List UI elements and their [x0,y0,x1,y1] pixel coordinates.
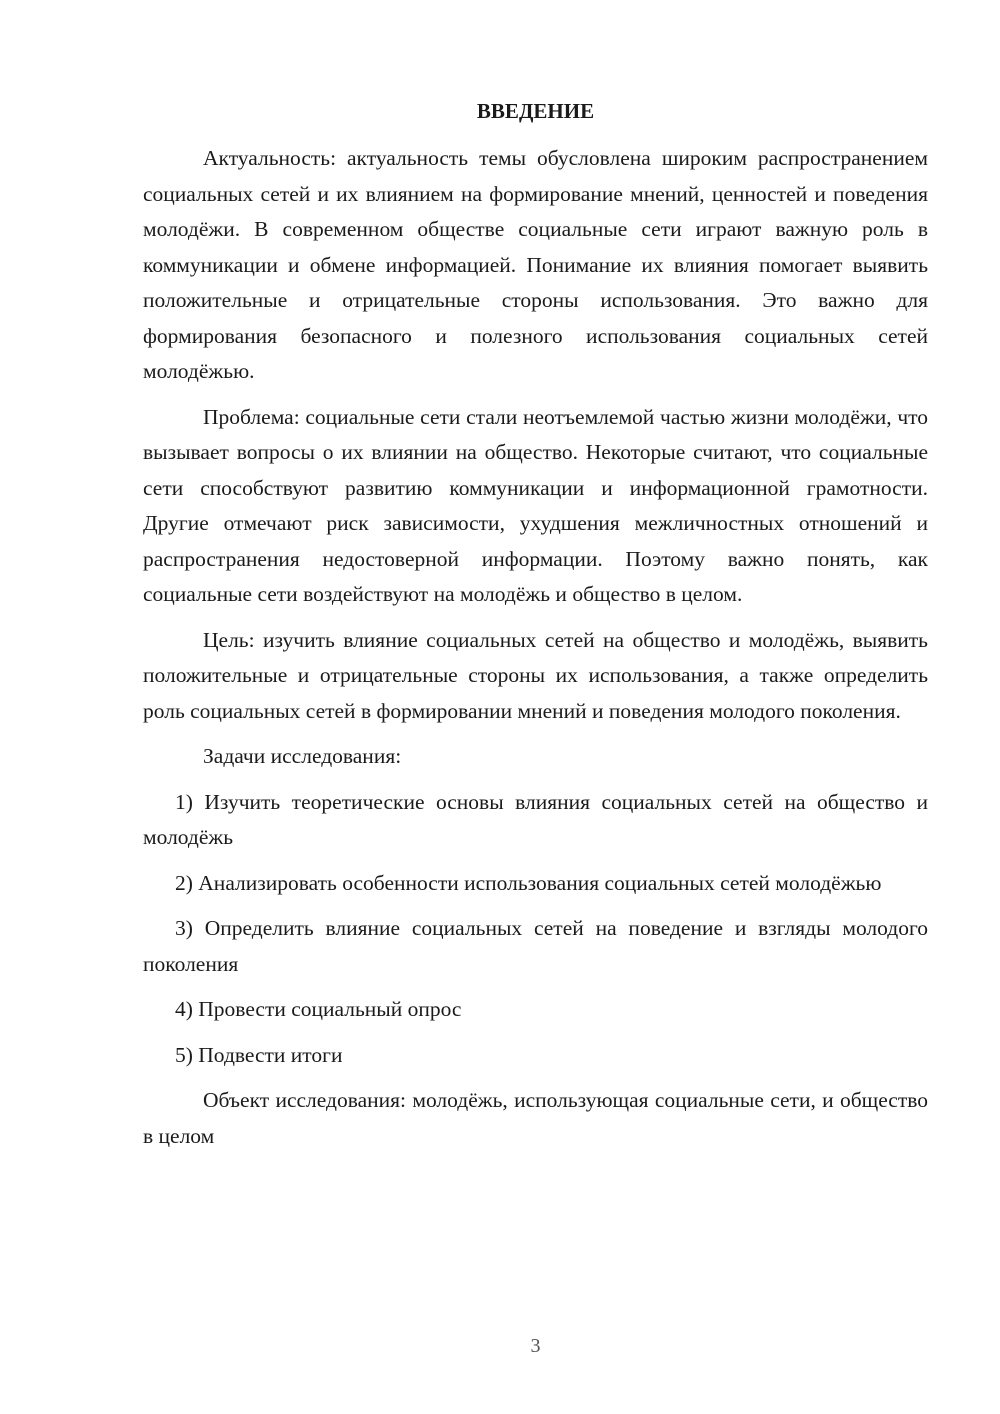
page-number: 3 [530,1335,541,1357]
task-item-2: 2) Анализировать особенности использования социальных сетей молодёжью [175,870,882,895]
page-title: ВВЕДЕНИЕ [476,99,595,123]
tasks-heading: Задачи исследования: [203,744,402,768]
document-body [143,141,928,1154]
document-page [143,0,928,1414]
task-item-1: 1) Изучить теоретические основы влияния социальных сетей на общество и молодёжь [143,789,928,849]
paragraph-relevance: Актуальность: актуальность темы обусловлена широким распространением социальных сетей и их влиянием на формирование мнений, ценностей и поведения молодёжи. В современном обществе социальные сети играют важную роль в коммуникации и обмене информацией. Понимание их влияния помогает выявить положительные и отрицательные стороны использования. Это важно для формирования безопасного и полезного использования социальных сетей молодёжью. [143,146,928,383]
paragraph-object: Объект исследования: молодёжь, использующая социальные сети, и общество в целом [143,1088,928,1148]
task-item-5: 5) Подвести итоги [175,1042,343,1067]
paragraph-goal: Цель: изучить влияние социальных сетей на общество и молодёжь, выявить положительные и отрицательные стороны их использования, а также определить роль социальных сетей в формировании мнений и поведения молодого поколения. [143,627,928,723]
task-item-3: 3) Определить влияние социальных сетей на поведение и взгляды молодого поколения [143,916,928,976]
paragraph-problem: Проблема: социальные сети стали неотъемлемой частью жизни молодёжи, что вызывает вопросы о их влиянии на общество. Некоторые считают, что социальные сети способствуют развитию коммуникации и информационной грамотности. Другие отмечают риск зависимости, ухудшения межличностных отношений и распространения недостоверной информации. Поэтому важно понять, как социальные сети воздействуют на молодёжь и общество в целом. [143,404,928,606]
task-item-4: 4) Провести социальный опрос [175,997,462,1021]
